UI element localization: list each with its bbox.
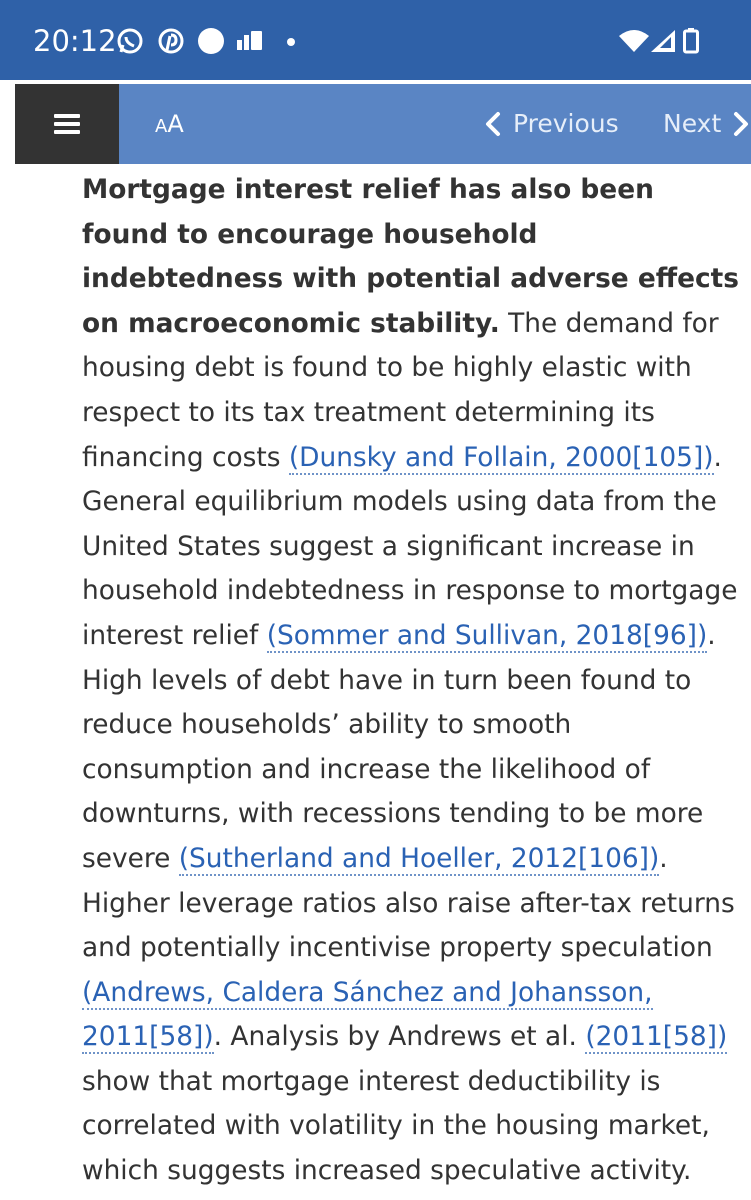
previous-label: Previous: [513, 109, 619, 138]
font-size-button[interactable]: [155, 110, 184, 141]
circle-icon: [197, 27, 225, 55]
pinterest-icon: [157, 27, 185, 55]
status-bar: [0, 0, 751, 80]
paragraph-lead: Mortgage interest relief has also been found to encourage household indebtedness with potential adverse effects on macroeconomic stability.: [82, 174, 740, 339]
paragraph-text-1: The demand for housing debt is found to be highly elastic with respect to its tax treatment determining its financing costs: [82, 307, 719, 473]
chevron-left-icon: [483, 111, 503, 137]
reader-toolbar: [15, 84, 751, 164]
whatsapp-icon: [116, 27, 144, 55]
sim-icon: [237, 30, 263, 54]
citation-link-dunsky-follain[interactable]: (Dunsky and Follain, 2000[105]): [288, 441, 714, 473]
font-size-large-label: A: [167, 110, 184, 138]
paragraph-text-2: . General equilibrium models using data from the United States suggest a significant increase in household indebtedness in response to mortgage interest relief: [82, 441, 738, 651]
dot-icon: [286, 37, 296, 47]
chevron-right-icon: [731, 111, 751, 137]
citation-link-sommer-sullivan[interactable]: (Sommer and Sullivan, 2018[96]): [266, 619, 708, 651]
paragraph-text-6: show that mortgage interest deductibility is correlated with volatility in the housing market, which suggests increased speculative activity.: [82, 1065, 710, 1187]
previous-button[interactable]: [483, 108, 619, 140]
paragraph-text-4: . Higher leverage ratios also raise after-tax returns and potentially incentivise property speculation: [82, 842, 735, 964]
citation-link-andrews-et-al[interactable]: (Andrews, Caldera Sánchez and Johansson, 2011[58]): [82, 976, 653, 1053]
citation-link-sutherland-hoeller[interactable]: (Sutherland and Hoeller, 2012[106]): [178, 842, 660, 874]
battery-icon: [683, 28, 699, 54]
article-content: [82, 168, 742, 1194]
paragraph-text-3: . High levels of debt have in turn been found to reduce households’ ability to smooth consumption and increase the likelihood of downturns, with recessions tending to be more severe: [82, 619, 716, 874]
hamburger-icon: [54, 110, 80, 138]
citation-link-andrews-2011[interactable]: (2011[58]): [585, 1021, 728, 1053]
next-label: Next: [663, 109, 722, 138]
paragraph-text-5: . Analysis by Andrews et al.: [213, 1021, 586, 1053]
article-paragraph: [82, 168, 742, 1194]
status-time: 20:12: [33, 24, 117, 58]
next-button[interactable]: [663, 108, 751, 140]
font-size-small-label: A: [155, 116, 168, 137]
wifi-icon: [619, 30, 649, 52]
menu-button[interactable]: [15, 84, 119, 164]
signal-icon: [651, 30, 675, 52]
